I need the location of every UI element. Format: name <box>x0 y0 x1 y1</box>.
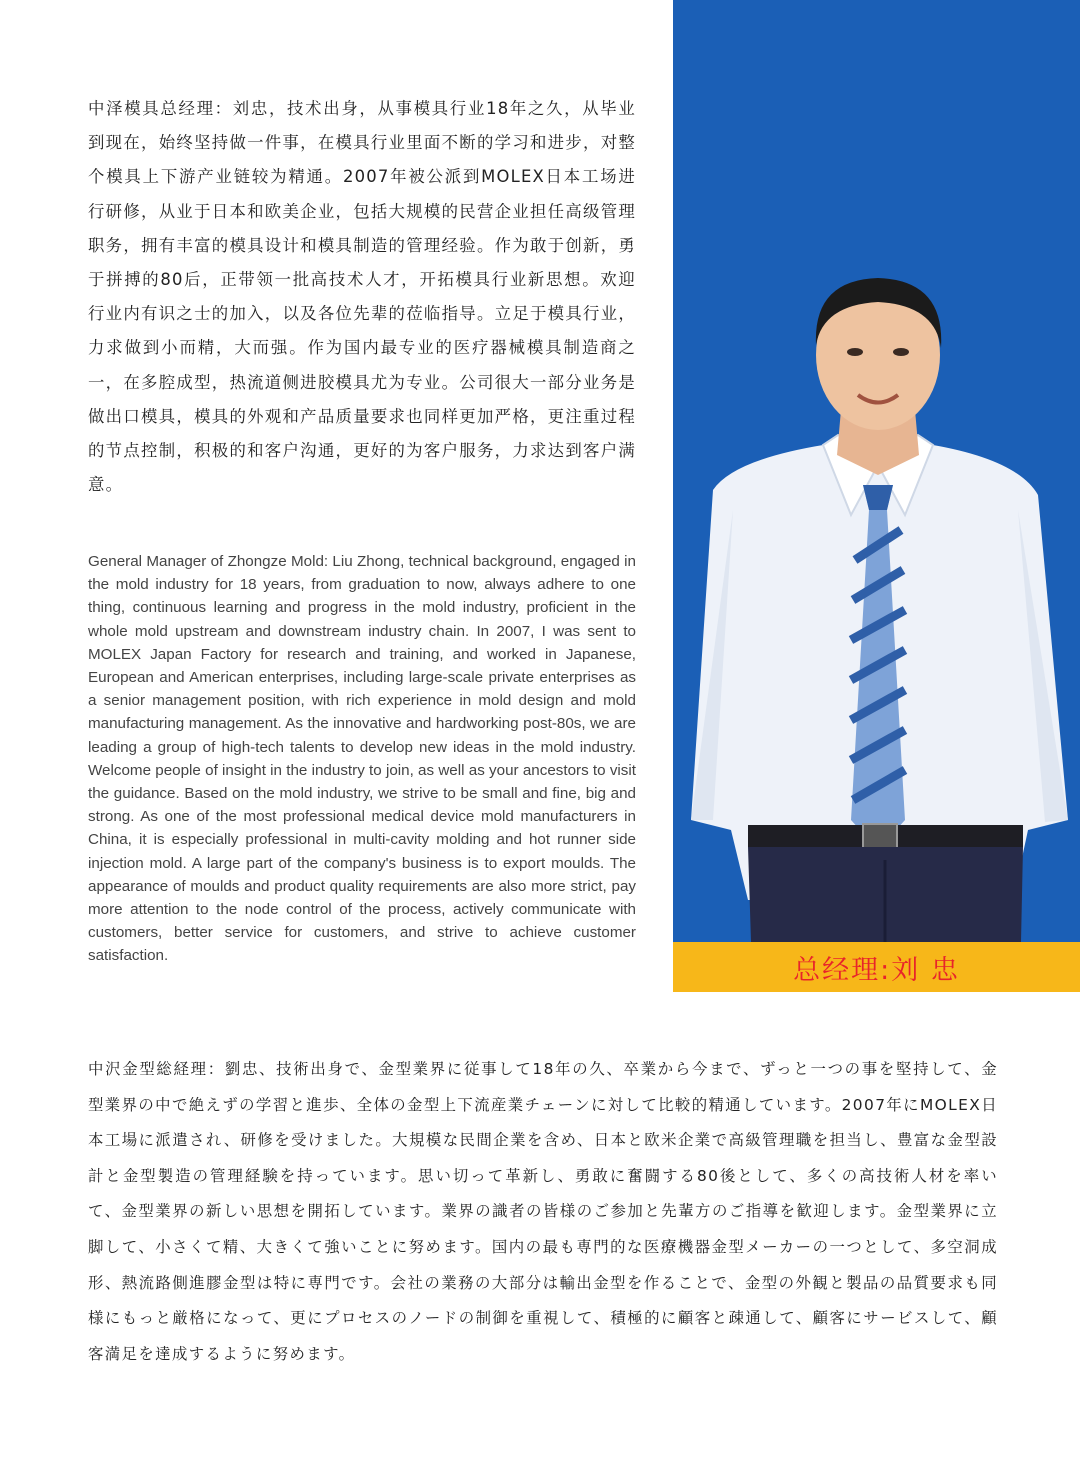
japanese-biography-paragraph: 中沢金型総経理：劉忠、技術出身で、金型業界に従事して18年の久、卒業から今まで、ずっと一つの事を堅持して、金型業界の中で絶えずの学習と進歩、全体の金型上下流産業チェーンに対して比較的精通しています。2007年にMOLEX日本工場に派遣され、研修を受けました。大規模な民間企業を含め、日本と欧米企業で高級管理職を担当し、豊富な金型設計と金型製造の管理経験を持っています。思い切って革新し、勇敢に奮闘する80後として、多くの高技術人材を率いて、金型業界の新しい思想を開拓しています。業界の識者の皆様のご参加と先輩方のご指導を歓迎します。金型業界に立脚して、小さくて精、大きくて強いことに努めます。国内の最も専門的な医療機器金型メーカーの一つとして、多空洞成形、熱流路側進膠金型は特に専門です。会社の業務の大部分は輸出金型を作ることで、金型の外観と製品の品質要求も同様にもっと厳格になって、更にプロセスのノードの制御を重視して、積極的に顧客と疎通して、顧客にサービスして、顧客満足を達成するように努めます。 <box>88 1060 998 1363</box>
chinese-biography-paragraph: 中泽模具总经理：刘忠，技术出身，从事模具行业18年之久，从毕业到现在，始终坚持做一件事，在模具行业里面不断的学习和进步，对整个模具上下游产业链较为精通。2007年被公派到MOLEX日本工场进行研修，从业于日本和欧美企业，包括大规模的民营企业担任高级管理职务，拥有丰富的模具设计和模具制造的管理经验。作为敢于创新，勇于拼搏的80后，正带领一批高技术人才，开拓模具行业新思想。欢迎行业内有识之士的加入，以及各位先辈的莅临指导。立足于模具行业，力求做到小而精，大而强。作为国内最专业的医疗器械模具制造商之一，在多腔成型，热流道侧进胶模具尤为专业。公司很大一部分业务是做出口模具，模具的外观和产品质量要求也同样更加严格，更注重过程的节点控制，积极的和客户沟通，更好的为客户服务，力求达到客户满意。 <box>88 99 636 495</box>
portrait-photo <box>673 260 1080 942</box>
english-biography-paragraph: General Manager of Zhongze Mold: Liu Zhong, technical background, engaged in the mold industry for 18 years, from graduation to now, always adhere to one thing, continuous learning and progress in the mold industry, proficient in the whole mold upstream and downstream industry chain. In 2007, I was sent to MOLEX Japan Factory for research and training, and worked in Japanese, European and American enterprises, including large-scale private enterprises as a senior management position, with rich experience in mold design and mold manufacturing management. As the innovative and hardworking post-80s, we are leading a group of high-tech talents to develop new ideas in the mold industry. Welcome people of insight in the industry to join, as well as your ancestors to visit the guidance. Based on the mold industry, we strive to be small and fine, big and strong. As one of the most professional medical device mold manufacturers in China, it is especially professional in multi-cavity molding and hot runner side injection mold. A large part of the company's business is to export moulds. The appearance of moulds and product quality requirements are also more strict, pay more attention to the node control of the process, actively communicate with customers, better service for customers, and strive to achieve customer satisfaction. <box>88 553 636 965</box>
portrait-caption-bar <box>673 942 1080 992</box>
portrait-caption: 总经理:刘 忠 <box>793 954 960 986</box>
